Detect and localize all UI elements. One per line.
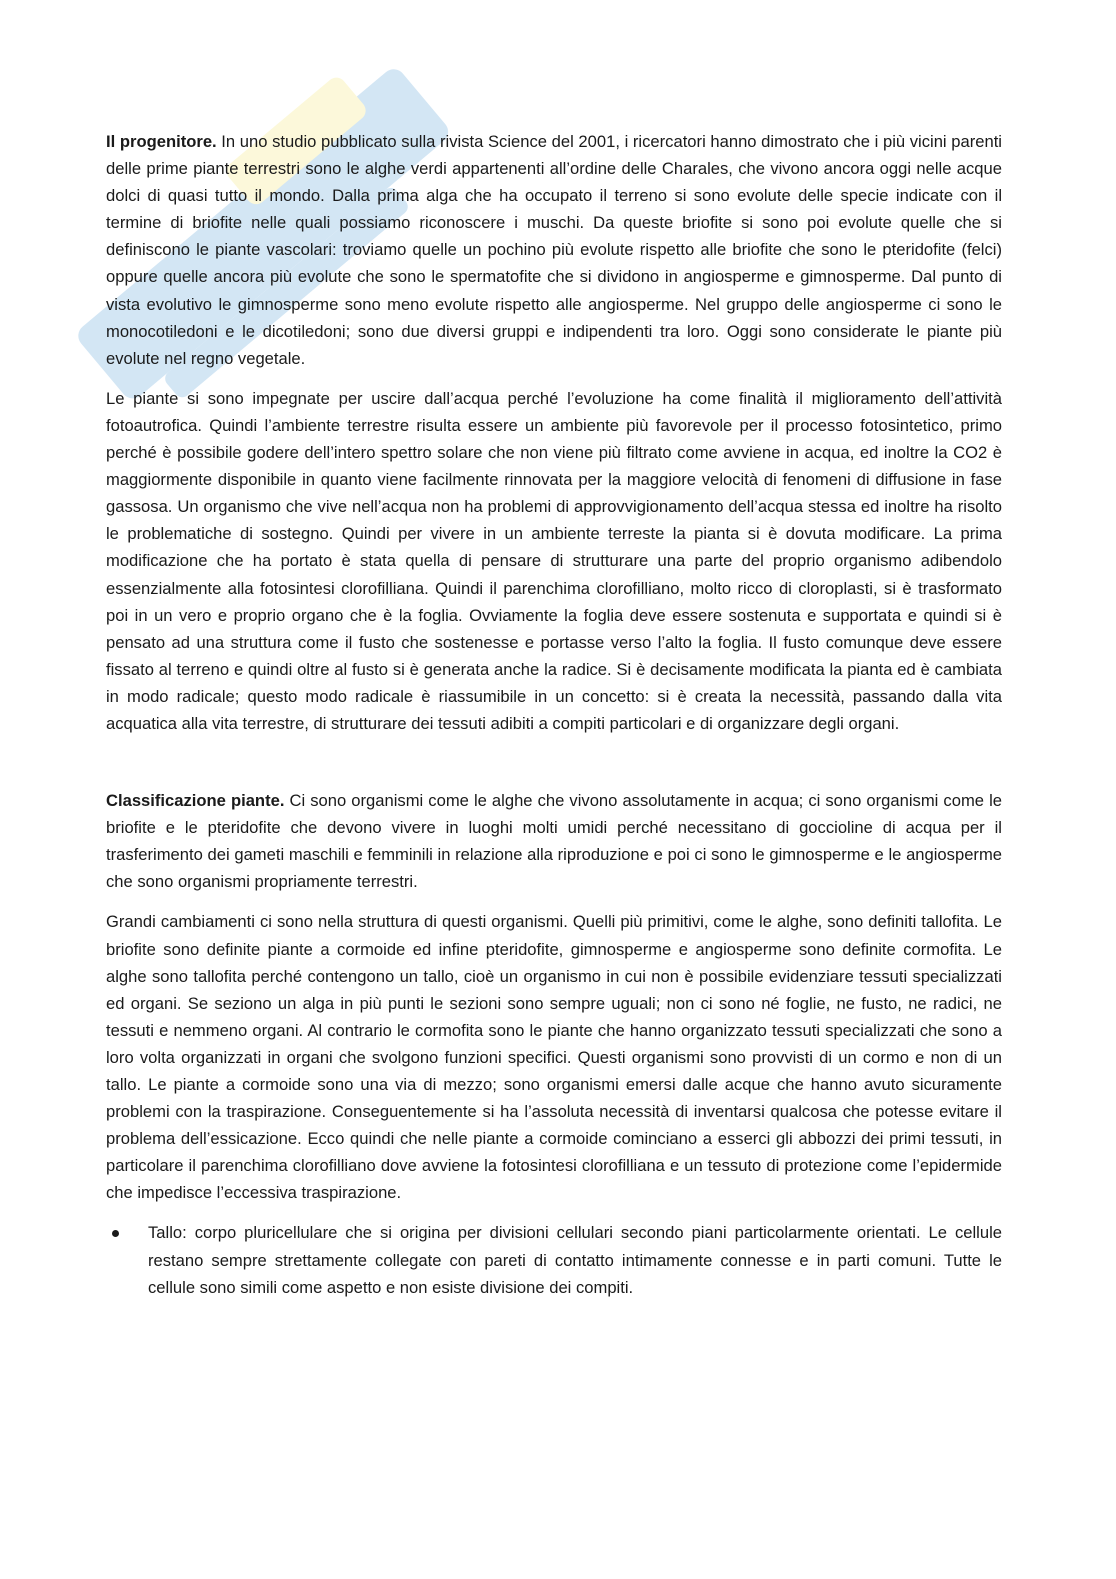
heading-progenitore: Il progenitore. (106, 132, 217, 151)
paragraph-evoluzione: Le piante si sono impegnate per uscire dall’acqua perché l’evoluzione ha come finalità il miglioramento dell’attività fotoautrofica. Quindi l’ambiente terrestre risulta essere un ambiente più favorevole per il processo fotosintetico, primo perché è possibile godere dell’intero spettro solare che non viene più filtrato come avviene in acqua, ed inoltre la CO2 è maggiormente disponibile in quanto viene facilmente rinnovata per la maggiore velocità di fenomeni di diffusione in fase gassosa. Un organismo che vive nell’acqua non ha problemi di approvvigionamento dell’acqua stessa ed inoltre ha risolto le problematiche di sostegno. Quindi per vivere in un ambiente terreste la pianta si è dovuta modificare. La prima modificazione che ha portato è stata quella di pensare di strutturare una parte del proprio organismo adibendolo essenzialmente alla fotosintesi clorofilliana. Quindi il parenchima clorofilliano, molto ricco di cloroplasti, si è trasformato poi in un vero e proprio organo che è la foglia. Ovviamente la foglia deve essere sostenuta e supportata e quindi si è pensato ad una struttura come il fusto che sostenesse e portasse verso l’alto la foglia. Il fusto comunque deve essere fissato al terreno e quindi oltre al fusto si è generata anche la radice. Si è decisamente modificata la pianta ed è cambiata in modo radicale; questo modo radicale è riassumibile in un concetto: si è creata la necessità, passando dalla vita acquatica alla vita terrestre, di strutturare dei tessuti adibiti a compiti particolari e di organizzare degli organi. (106, 388, 1002, 733)
bullet-icon (112, 1230, 119, 1237)
paragraph-classificazione (106, 787, 1002, 895)
list-item-text: Tallo: corpo pluricellulare che si origina per divisioni cellulari secondo piani particolarmente orientati. Le cellule restano sempre strettamente collegate con pareti di contatto intimamente connesse e in parti comuni. Tutte le cellule sono simili come aspetto e non esiste divisione dei compiti. (148, 1223, 1002, 1297)
paragraph-cambiamenti: Grandi cambiamenti ci sono nella struttura di questi organismi. Quelli più primitivi, come le alghe, sono definiti tallofita. Le briofite sono definite piante a cormoide ed infine pteridofite, gimnosperme e angiosperme sono definite cormofita. Le alghe sono tallofita perché contengono un tallo, cioè un organismo in cui non è possibile evidenziare tessuti specializzati ed organi. Se seziono un alga in più punti le sezioni sono sempre uguali; non ci sono né foglie, ne fusto, ne radici, ne tessuti e nemmeno organi. Al contrario le cormofita sono le piante che hanno organizzato tessuti specializzati che sono a loro volta organizzati in organi che svolgono funzioni specifici. Questi organismi sono provvisti di un cormo e non di un tallo. Le piante a cormoide sono una via di mezzo; sono organismi emersi dalle acque che hanno avuto sicuramente problemi con la traspirazione. Conseguentemente si ha l’assoluta necessità di inventarsi qualcosa che potesse evitare il problema dell’essicazione. Ecco quindi che nelle piante a cormoide cominciano a esserci gli abbozzi dei primi tessuti, in particolare il parenchima clorofilliano dove avviene la fotosintesi clorofilliana e un tessuto di protezione come l’epidermide che impedisce l’eccessiva traspirazione. (106, 912, 1002, 1203)
bullet-list (106, 1219, 1002, 1300)
paragraph-progenitore (106, 128, 1002, 372)
document-page (106, 128, 1002, 1301)
list-item (148, 1219, 1002, 1300)
paragraph-text: In uno studio pubblicato sulla rivista Science del 2001, i ricercatori hanno dimostrato che i più vicini parenti delle prime piante terrestri sono le alghe verdi appartenenti all’ordine delle Charales, che vivono ancora oggi nelle acque dolci di quasi tutto il mondo. Dalla prima alga che ha occupato il terreno si sono evolute delle specie indicate con il termine di briofite nelle quali possiamo riconoscere i muschi. Da queste briofite si sono poi evolute quelle che si definiscono le piante vascolari: troviamo quelle un pochino più evolute rispetto alle briofite che sono le pteridofite (felci) oppure quelle ancora più evolute che sono le spermatofite che si dividono in angiosperme e gimnosperme. Dal punto di vista evolutivo le gimnosperme sono meno evolute rispetto alle angiosperme. Nel gruppo delle angiosperme ci sono le monocotiledoni e le dicotiledoni; sono due diversi gruppi e indipendenti tra loro. Oggi sono considerate le piante più evolute nel regno vegetale. (106, 132, 1002, 368)
heading-classificazione: Classificazione piante. (106, 791, 285, 811)
paragraph-text: Ci sono organismi come le alghe che vivono assolutamente in acqua; ci sono organismi come le briofite e le pteridofite che devono vivere in luoghi molti umidi perché necessitano di goccioline di acqua per il trasferimento dei gameti maschili e femminili in relazione alla riproduzione e poi ci sono le gimnosperme e le angiosperme che sono organismi propriamente terrestri. (106, 791, 1002, 892)
